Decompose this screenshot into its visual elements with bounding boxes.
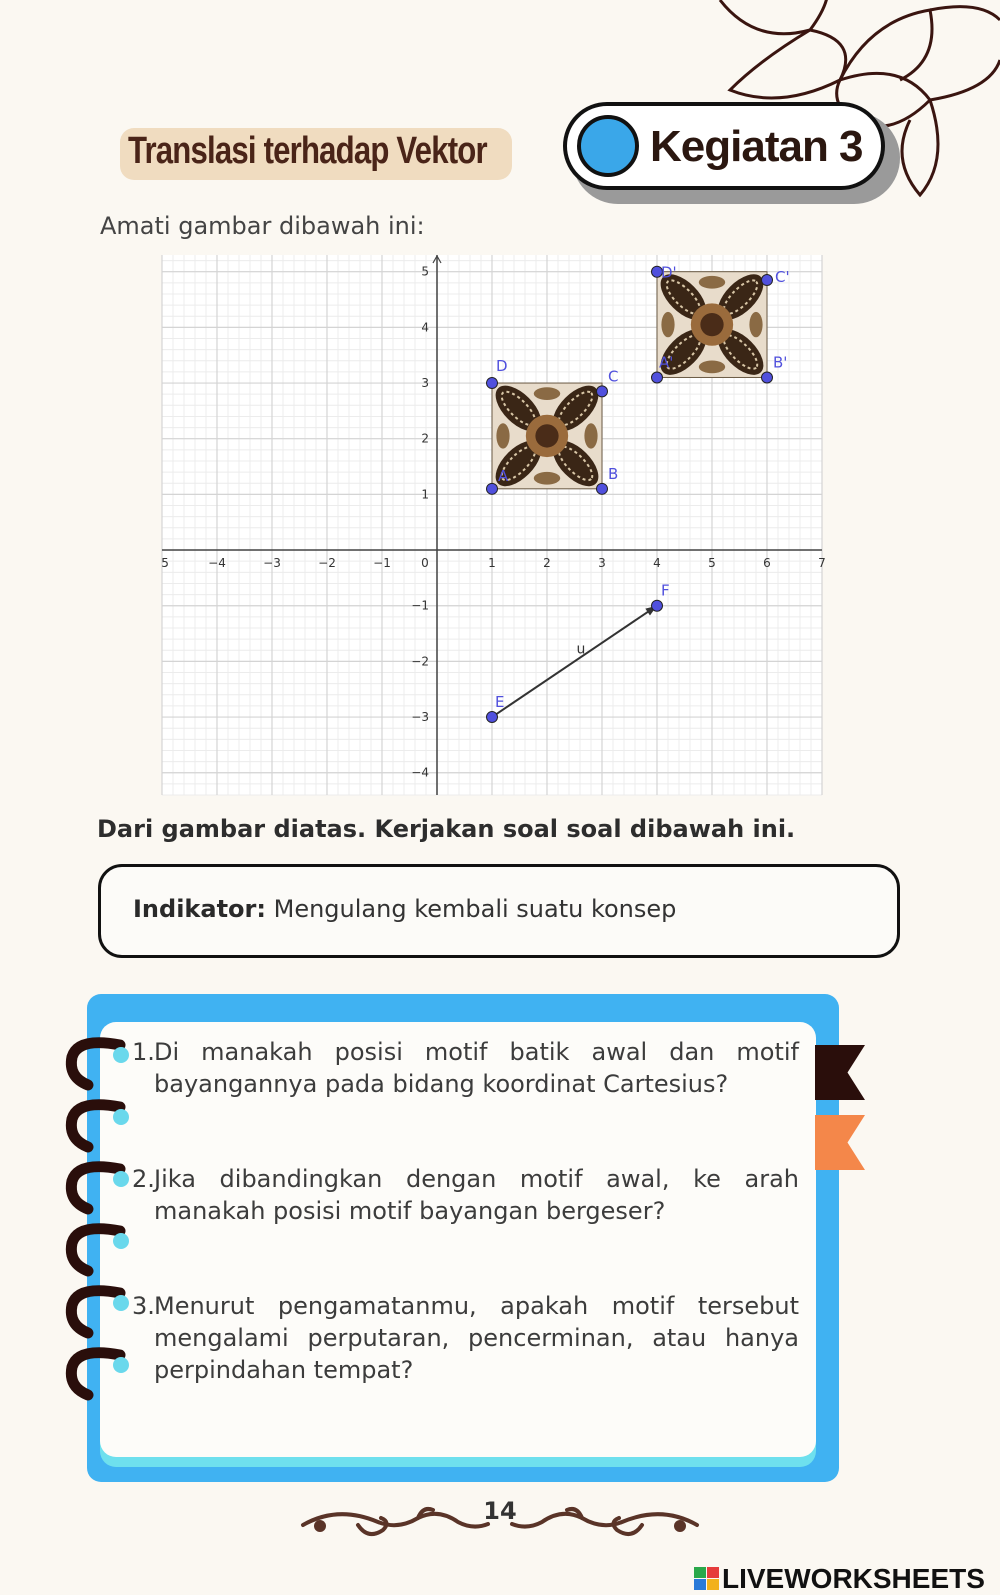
point-marker [597,386,608,397]
spiral-ring-icon [71,1167,129,1209]
point-marker [762,275,773,286]
spiral-ring-icon [71,1291,129,1333]
question-item [132,1290,799,1386]
point-label: C [608,367,619,386]
point-marker [487,483,498,494]
spiral-ring-icon [71,1229,129,1271]
x-tick-label: 3 [598,556,606,571]
point-label: B [608,464,619,483]
question-text: Menurut pengamatanmu, apakah motif tersebut mengalami perputaran, pencerminan, atau hanya perpindahan tempat? [154,1292,799,1384]
x-tick-label: 5 [708,556,716,571]
question-text: Jika dibandingkan dengan motif awal, ke arah manakah posisi motif bayangan bergeser? [154,1165,799,1225]
spiral-binding [58,1035,138,1405]
point-label: E [495,693,505,712]
point-marker [487,378,498,389]
y-tick-label: 3 [421,376,429,391]
indikator-label: Indikator: [133,895,266,923]
question-item [132,1163,799,1227]
instruction-text: Amati gambar dibawah ini: [100,212,425,240]
page-title: Translasi terhadap Vektor [128,130,487,172]
spiral-ring-icon [71,1105,129,1147]
footer-brand [694,1563,985,1595]
question-number: 2. [132,1165,155,1193]
liveworksheets-logo-icon [694,1567,720,1591]
point-marker [652,600,663,611]
point-label: D [496,357,508,376]
point-label: A' [659,353,674,372]
page-number: 14 [483,1497,517,1525]
y-tick-label: 5 [421,264,429,279]
y-tick-label: −4 [411,765,429,780]
bookmark-tab-orange [815,1115,865,1170]
point-marker [597,483,608,494]
x-tick-label: −2 [318,556,336,571]
y-tick-label: 1 [421,487,429,502]
spiral-ring-icon [71,1043,129,1085]
y-tick-label: 4 [421,320,429,335]
cartesian-graph [161,255,826,795]
x-tick-label: −1 [373,556,391,571]
y-tick-label: 2 [421,431,429,446]
point-label: C' [775,268,790,287]
point-label: B' [773,353,788,372]
y-tick-label: −2 [411,654,429,669]
indikator-text [133,895,676,923]
vector-label: u [576,641,586,658]
question-number: 1. [132,1038,155,1066]
point-label: F [661,581,670,600]
point-marker [652,372,663,383]
x-tick-label: −4 [208,556,226,571]
point-label: A [498,466,509,485]
x-tick-label: −3 [263,556,281,571]
footer-brand-text: LIVEWORKSHEETS [722,1563,985,1594]
spiral-ring-icon [71,1353,129,1395]
x-tick-label: 5 [161,556,169,571]
y-tick-label: −1 [411,598,429,613]
point-label: D' [661,263,677,282]
x-tick-label: 1 [488,556,496,571]
x-tick-label: 7 [818,556,826,571]
x-tick-label: 0 [421,556,429,571]
x-tick-label: 4 [653,556,661,571]
x-tick-label: 2 [543,556,551,571]
activity-label: Kegiatan 3 [650,122,863,171]
y-tick-label: −3 [411,710,429,725]
x-tick-label: 6 [763,556,771,571]
question-number: 3. [132,1292,155,1320]
bookmark-tab-dark [815,1045,865,1100]
question-text: Di manakah posisi motif batik awal dan motif bayangannya pada bidang koordinat Cartesius? [154,1038,799,1098]
circle-icon [577,115,639,177]
point-marker [487,712,498,723]
point-marker [762,372,773,383]
subheading: Dari gambar diatas. Kerjakan soal soal dibawah ini. [97,815,796,843]
question-item [132,1036,799,1100]
indikator-value: Mengulang kembali suatu konsep [265,895,677,923]
